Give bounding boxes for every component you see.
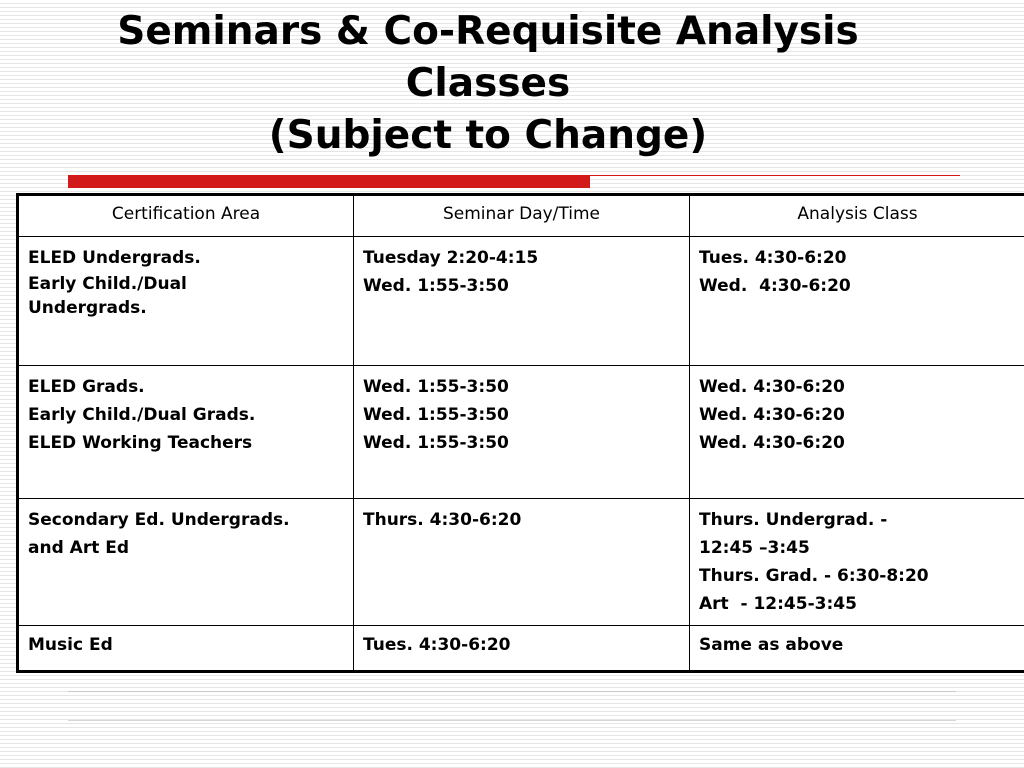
table-row bbox=[18, 366, 1024, 499]
cell-seminar-day-time bbox=[354, 626, 690, 672]
cell-seminar-day-time bbox=[354, 366, 690, 499]
header-certification-area: Certification Area bbox=[18, 195, 354, 237]
table-row bbox=[18, 237, 1024, 366]
table-row bbox=[18, 626, 1024, 672]
cell-line: Wed. 1:55-3:50 bbox=[363, 276, 509, 296]
cell-line: Early Child./Dual bbox=[28, 274, 187, 294]
cell-line: Wed. 1:55-3:50 bbox=[363, 433, 509, 453]
cell-line: 12:45 –3:45 bbox=[699, 538, 810, 558]
title-line-1: Seminars & Co-Requisite Analysis bbox=[117, 9, 859, 54]
cell-line: Tues. 4:30-6:20 bbox=[363, 635, 511, 655]
title-accent-bar bbox=[68, 175, 590, 188]
cell-analysis-class bbox=[690, 237, 1024, 366]
slide-title bbox=[0, 6, 976, 162]
cell-line: Tues. 4:30-6:20 bbox=[699, 248, 847, 268]
title-line-3: (Subject to Change) bbox=[268, 113, 708, 158]
cell-line: Tuesday 2:20-4:15 bbox=[363, 248, 539, 268]
title-line-2: Classes bbox=[405, 61, 571, 106]
cell-analysis-class bbox=[690, 626, 1024, 672]
footer-divider bbox=[68, 720, 956, 721]
cell-line: ELED Undergrads. bbox=[28, 248, 201, 268]
cell-line: Wed. 4:30-6:20 bbox=[699, 405, 845, 425]
cell-analysis-class bbox=[690, 499, 1024, 626]
cell-line: Wed. 4:30-6:20 bbox=[699, 377, 845, 397]
cell-line: Same as above bbox=[699, 635, 844, 655]
cell-line: Wed. 1:55-3:50 bbox=[363, 405, 509, 425]
cell-line: ELED Grads. bbox=[28, 377, 145, 397]
cell-seminar-day-time bbox=[354, 499, 690, 626]
cell-line: and Art Ed bbox=[28, 538, 130, 558]
cell-line: Wed. 4:30-6:20 bbox=[699, 276, 851, 296]
header-analysis-class: Analysis Class bbox=[690, 195, 1024, 237]
footer-divider bbox=[68, 691, 956, 692]
cell-analysis-class bbox=[690, 366, 1024, 499]
cell-line: Thurs. Undergrad. - bbox=[699, 510, 888, 530]
cell-seminar-day-time bbox=[354, 237, 690, 366]
cell-line: Early Child./Dual Grads. bbox=[28, 405, 256, 425]
cell-line: Thurs. 4:30-6:20 bbox=[363, 510, 522, 530]
cell-certification-area bbox=[18, 366, 354, 499]
cell-line: Wed. 4:30-6:20 bbox=[699, 433, 845, 453]
table-row bbox=[18, 499, 1024, 626]
cell-certification-area bbox=[18, 499, 354, 626]
title-accent-line bbox=[590, 175, 960, 176]
cell-line: ELED Working Teachers bbox=[28, 433, 253, 453]
cell-certification-area bbox=[18, 626, 354, 672]
table-header-row bbox=[18, 195, 1024, 237]
cell-line: Music Ed bbox=[28, 635, 113, 655]
cell-line: Wed. 1:55-3:50 bbox=[363, 377, 509, 397]
schedule-table bbox=[16, 193, 1024, 673]
cell-line: Undergrads. bbox=[28, 298, 147, 318]
cell-line: Secondary Ed. Undergrads. bbox=[28, 510, 290, 530]
cell-line: Thurs. Grad. - 6:30-8:20 bbox=[699, 566, 929, 586]
header-seminar-day-time: Seminar Day/Time bbox=[354, 195, 690, 237]
cell-certification-area bbox=[18, 237, 354, 366]
cell-line: Art - 12:45-3:45 bbox=[699, 594, 857, 614]
